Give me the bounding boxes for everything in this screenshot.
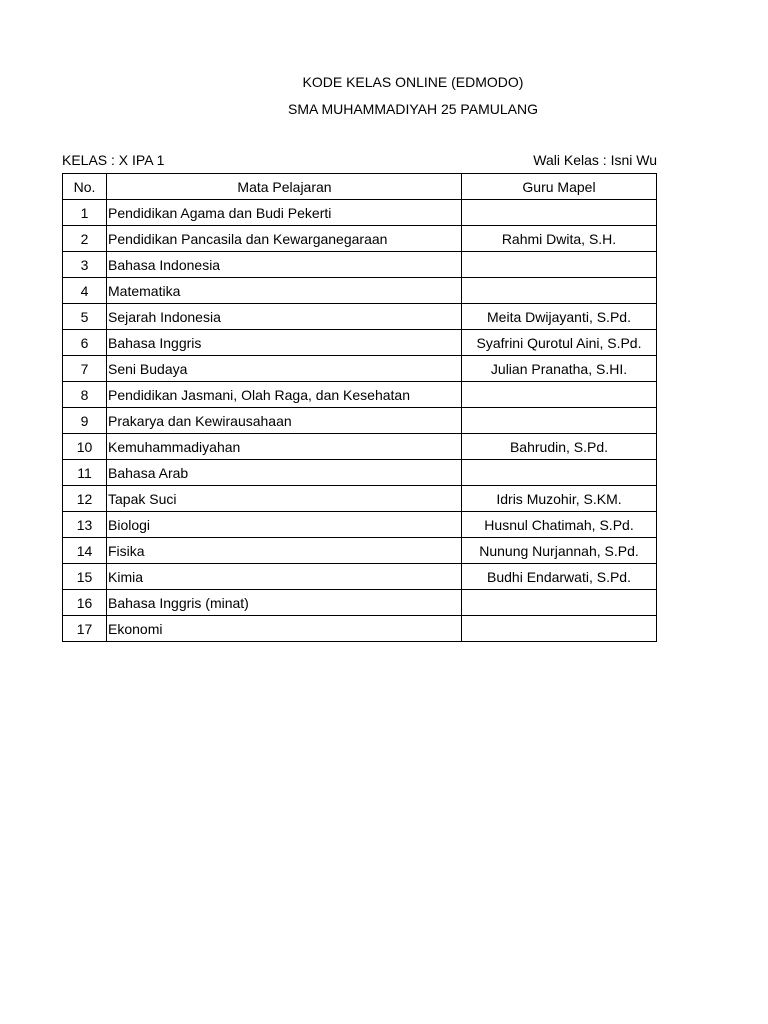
teacher-cell: Idris Muzohir, S.KM.	[462, 486, 657, 512]
subject-cell: Prakarya dan Kewirausahaan	[107, 408, 462, 434]
teacher-cell	[462, 278, 657, 304]
subject-cell: Bahasa Inggris	[107, 330, 462, 356]
teacher-cell: Husnul Chatimah, S.Pd.	[462, 512, 657, 538]
teacher-cell: Syafrini Qurotul Aini, S.Pd.	[462, 330, 657, 356]
table-row	[63, 304, 657, 330]
table-row	[63, 434, 657, 460]
teacher-cell	[462, 252, 657, 278]
teacher-cell	[462, 590, 657, 616]
teacher-cell: Budhi Endarwati, S.Pd.	[462, 564, 657, 590]
table-row	[63, 278, 657, 304]
row-number: 8	[63, 382, 107, 408]
teacher-cell: Nunung Nurjannah, S.Pd.	[462, 538, 657, 564]
table-row	[63, 200, 657, 226]
subject-cell: Bahasa Arab	[107, 460, 462, 486]
teacher-cell	[462, 382, 657, 408]
subject-cell: Sejarah Indonesia	[107, 304, 462, 330]
homeroom-teacher-label: Wali Kelas : Isni Wu	[533, 152, 657, 168]
subject-cell: Ekonomi	[107, 616, 462, 642]
subject-cell: Tapak Suci	[107, 486, 462, 512]
subject-cell: Bahasa Inggris (minat)	[107, 590, 462, 616]
subject-cell: Matematika	[107, 278, 462, 304]
subject-cell: Fisika	[107, 538, 462, 564]
row-number: 13	[63, 512, 107, 538]
subject-cell: Pendidikan Pancasila dan Kewarganegaraan	[107, 226, 462, 252]
subject-table	[62, 173, 657, 642]
teacher-cell: Bahrudin, S.Pd.	[462, 434, 657, 460]
table-row	[63, 538, 657, 564]
subject-cell: Seni Budaya	[107, 356, 462, 382]
table-row	[63, 590, 657, 616]
table-row	[63, 564, 657, 590]
table-row	[63, 382, 657, 408]
document-title: KODE KELAS ONLINE (EDMODO)	[302, 74, 524, 90]
row-number: 14	[63, 538, 107, 564]
row-number: 11	[63, 460, 107, 486]
row-number: 15	[63, 564, 107, 590]
column-header-no: No.	[63, 174, 107, 200]
row-number: 3	[63, 252, 107, 278]
subject-cell: Pendidikan Jasmani, Olah Raga, dan Kesehatan	[107, 382, 462, 408]
row-number: 1	[63, 200, 107, 226]
row-number: 7	[63, 356, 107, 382]
teacher-cell: Meita Dwijayanti, S.Pd.	[462, 304, 657, 330]
subject-cell: Pendidikan Agama dan Budi Pekerti	[107, 200, 462, 226]
row-number: 10	[63, 434, 107, 460]
column-header-teacher: Guru Mapel	[462, 174, 657, 200]
row-number: 4	[63, 278, 107, 304]
subject-cell: Kimia	[107, 564, 462, 590]
table-header-row	[63, 174, 657, 200]
subject-cell: Kemuhammadiyahan	[107, 434, 462, 460]
row-number: 16	[63, 590, 107, 616]
row-number: 9	[63, 408, 107, 434]
class-label: KELAS : X IPA 1	[62, 152, 165, 168]
table-row	[63, 330, 657, 356]
table-row	[63, 408, 657, 434]
table-row	[63, 356, 657, 382]
table-row	[63, 616, 657, 642]
table-row	[63, 226, 657, 252]
teacher-cell	[462, 616, 657, 642]
teacher-cell	[462, 408, 657, 434]
teacher-cell: Rahmi Dwita, S.H.	[462, 226, 657, 252]
row-number: 6	[63, 330, 107, 356]
school-name: SMA MUHAMMADIYAH 25 PAMULANG	[288, 101, 538, 117]
row-number: 12	[63, 486, 107, 512]
table-row	[63, 460, 657, 486]
row-number: 2	[63, 226, 107, 252]
table-row	[63, 512, 657, 538]
teacher-cell	[462, 460, 657, 486]
subject-cell: Biologi	[107, 512, 462, 538]
teacher-cell: Julian Pranatha, S.HI.	[462, 356, 657, 382]
subject-cell: Bahasa Indonesia	[107, 252, 462, 278]
table-row	[63, 486, 657, 512]
teacher-cell	[462, 200, 657, 226]
row-number: 17	[63, 616, 107, 642]
column-header-subject: Mata Pelajaran	[107, 174, 462, 200]
row-number: 5	[63, 304, 107, 330]
table-row	[63, 252, 657, 278]
